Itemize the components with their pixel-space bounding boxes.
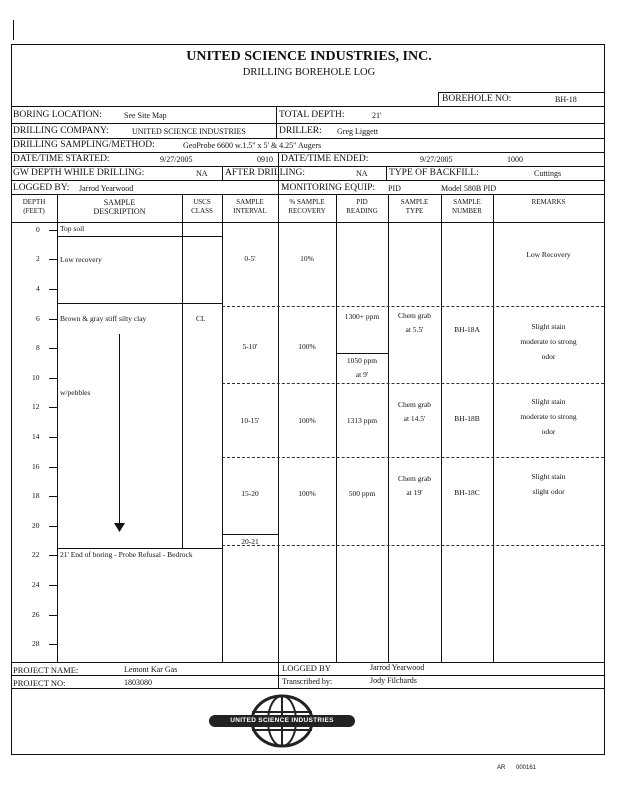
arrow-head-icon [114,523,125,532]
rule [386,166,387,180]
depth-label: 12 [32,402,40,411]
borehole-box-left [438,92,439,106]
rule [11,688,605,689]
col-recovery-header [278,198,336,216]
desc-end-of-boring: 21' End of boring - Probe Refusal - Bedrock [60,550,193,559]
page-right-border [604,44,605,755]
rule [49,526,57,527]
header-line: REMARKS [531,198,566,206]
desc-pebbles: w/pebbles [60,388,91,397]
borehole-box-top [438,92,605,93]
rule [49,644,57,645]
interval-cell: 5-10' [242,342,258,351]
rule [11,222,605,223]
date-started-time: 0910 [257,155,273,164]
company-logo [207,690,357,754]
remark: slight odor [532,487,565,496]
rule [49,467,57,468]
header-line: NUMBER [452,207,482,215]
after-drilling-label: AFTER DRILLING: [225,168,305,178]
rule [276,106,277,138]
rule [49,319,57,320]
depth-label: 28 [32,639,40,648]
rule [278,662,279,688]
header-line: USCS [193,198,211,206]
rule [57,236,222,237]
page-top-border [11,44,605,45]
date-started-date: 9/27/2005 [160,155,193,164]
rule [49,407,57,408]
page-ref-number: 000161 [516,765,537,771]
footer-logged-by-value: Jarrod Yearwood [370,663,425,672]
sample-type: at 19' [406,488,423,497]
rule [49,496,57,497]
depth-label: 18 [32,491,40,500]
recovery-cell: 100% [298,342,316,351]
pid-cell: 1050 ppm [346,356,378,365]
depth-label: 22 [32,550,40,559]
pid-cell: at 9' [355,370,369,379]
sample-number: BH-18B [454,414,480,423]
after-drilling-value: NA [356,169,368,178]
logo-text: UNITED SCIENCE INDUSTRIES [230,717,334,724]
rule [11,194,605,195]
header-line: TYPE [405,207,424,215]
interval-cell: 20-21 [241,537,259,546]
logged-by-value: Jarrod Yearwood [79,184,134,193]
header-line: DESCRIPTION [93,207,146,216]
recovery-cell: 10% [300,254,314,263]
remark-low-recovery: Low Recovery [526,250,571,259]
header-line: RECOVERY [288,207,326,215]
rule [11,138,605,139]
col-number-header [441,198,493,216]
scan-mark-left [13,20,14,40]
header-line: DEPTH [22,198,46,206]
rule [278,194,279,662]
col-pid-header [336,198,388,216]
header-line: % SAMPLE [289,198,325,206]
boring-location-label: BORING LOCATION: [13,110,102,120]
rule [11,152,605,153]
col-interval-header [222,198,278,216]
date-started-label: DATE/TIME STARTED: [13,154,110,164]
drilling-company-label: DRILLING COMPANY: [13,126,109,136]
pid-cell: 500 ppm [348,489,376,498]
col-description-header [57,198,182,216]
doc-title: DRILLING BOREHOLE LOG [242,67,376,78]
rule [49,615,57,616]
depth-label: 26 [32,610,40,619]
rule [49,378,57,379]
page-bottom-border [11,754,605,755]
boring-location-value: See Site Map [124,111,167,120]
continuation-arrow [119,334,120,526]
rule [49,437,57,438]
rule [57,194,58,662]
depth-label: 8 [36,343,40,352]
date-ended-date: 9/27/2005 [420,155,453,164]
rule [57,303,222,304]
logged-by-label: LOGGED BY: [13,183,70,193]
method-value: GeoProbe 6600 w.1.5" x 5' & 4.25" Augers [183,141,322,150]
header-line: SAMPLE [400,198,429,206]
gw-depth-value: NA [196,169,208,178]
interval-cell: 10-15' [240,416,260,425]
remark: odor [541,427,556,436]
rule [11,180,605,181]
monitoring-value: PID [388,184,401,193]
sample-type: at 5.5' [405,325,424,334]
footer-logged-by-label: LOGGED BY [282,663,331,673]
sample-type: Chem grab [397,474,432,483]
borehole-label: BOREHOLE NO: [442,94,512,104]
drilling-company-value: UNITED SCIENCE INDUSTRIES [132,127,246,136]
rule [222,306,604,307]
sample-type: Chem grab [397,311,432,320]
method-label: DRILLING SAMPLING/METHOD: [13,140,155,150]
recovery-cell: 100% [298,416,316,425]
col-type-header [388,198,441,216]
rule [182,194,183,548]
date-ended-label: DATE/TIME ENDED: [281,154,369,164]
rule [222,457,604,458]
monitoring-model: Model 580B PID [441,184,497,193]
rule [11,123,605,124]
header-line: INTERVAL [233,207,267,215]
header-line: PID [356,198,368,206]
header-line: SAMPLE [453,198,481,206]
rule [49,555,57,556]
total-depth-value: 21' [372,111,382,120]
borehole-number: BH-18 [555,95,577,104]
pid-cell: 1300+ ppm [344,312,380,321]
rule [49,289,57,290]
backfill-value: Cuttings [534,169,562,178]
company-title: UNITED SCIENCE INDUSTRIES, INC. [186,49,432,64]
transcribed-by-label: Transcribed by: [282,677,333,686]
gw-depth-label: GW DEPTH WHILE DRILLING: [13,168,145,178]
sample-number: BH-18C [454,488,480,497]
date-ended-time: 1000 [507,155,523,164]
remark: Slight stain [531,322,566,331]
depth-label: 2 [36,254,40,263]
desc-topsoil: Top soil [60,224,85,233]
desc-low-recovery: Low recovery [60,255,102,264]
remark: Slight stain [531,397,566,406]
rule [388,194,389,662]
driller-value: Greg Liggett [337,127,379,136]
rule [49,585,57,586]
depth-label: 4 [36,284,40,293]
project-no-label: PROJECT NO: [13,678,66,688]
uscs-class: CL [196,314,206,323]
project-name-value: Lemont Kar Gas [124,665,178,674]
rule [11,675,605,676]
monitoring-label: MONITORING EQUIP: [281,183,376,193]
recovery-cell: 100% [298,489,316,498]
rule [49,348,57,349]
rule [336,194,337,662]
depth-label: 16 [32,462,40,471]
header-line: (FEET) [23,207,45,215]
pid-cell: 1313 ppm [346,416,378,425]
rule [441,194,442,662]
rule [222,545,604,546]
rule [222,166,223,180]
interval-cell: 15-20 [241,489,259,498]
header-line: SAMPLE [236,198,264,206]
rule [222,194,223,662]
project-no-value: 1803080 [124,678,152,687]
desc-clay: Brown & gray stiff silty clay [60,314,147,323]
depth-label: 24 [32,580,40,589]
sample-type: at 14.5' [403,414,426,423]
depth-label: 0 [36,225,40,234]
total-depth-label: TOTAL DEPTH: [279,110,345,120]
rule [49,230,57,231]
rule [49,259,57,260]
rule [336,353,388,354]
depth-label: 14 [32,432,40,441]
header-line: SAMPLE [103,198,136,207]
project-name-label: PROJECT NAME: [13,665,79,675]
header-line: CLASS [191,207,213,215]
remark: moderate to strong [520,337,577,346]
col-depth-header [11,198,57,216]
depth-label: 6 [36,314,40,323]
header-line: READING [346,207,378,215]
rule [11,166,605,167]
col-uscs-header [182,198,222,216]
col-remarks-header [493,198,604,207]
driller-label: DRILLER: [279,126,322,136]
rule [222,383,604,384]
sample-type: Chem grab [397,400,432,409]
depth-label: 20 [32,521,40,530]
interval-cell: 0-5' [244,254,256,263]
rule [222,534,278,535]
sample-number: BH-18A [454,325,480,334]
backfill-label: TYPE OF BACKFILL: [389,168,479,178]
page-ref-ar: AR [497,765,506,771]
transcribed-by-value: Jody Filchards [370,676,417,685]
rule [57,548,222,549]
depth-ticks [11,222,57,662]
depth-label: 10 [32,373,40,382]
remark: moderate to strong [520,412,577,421]
remark: Slight stain [531,472,566,481]
remark: odor [541,352,556,361]
rule [11,106,605,107]
